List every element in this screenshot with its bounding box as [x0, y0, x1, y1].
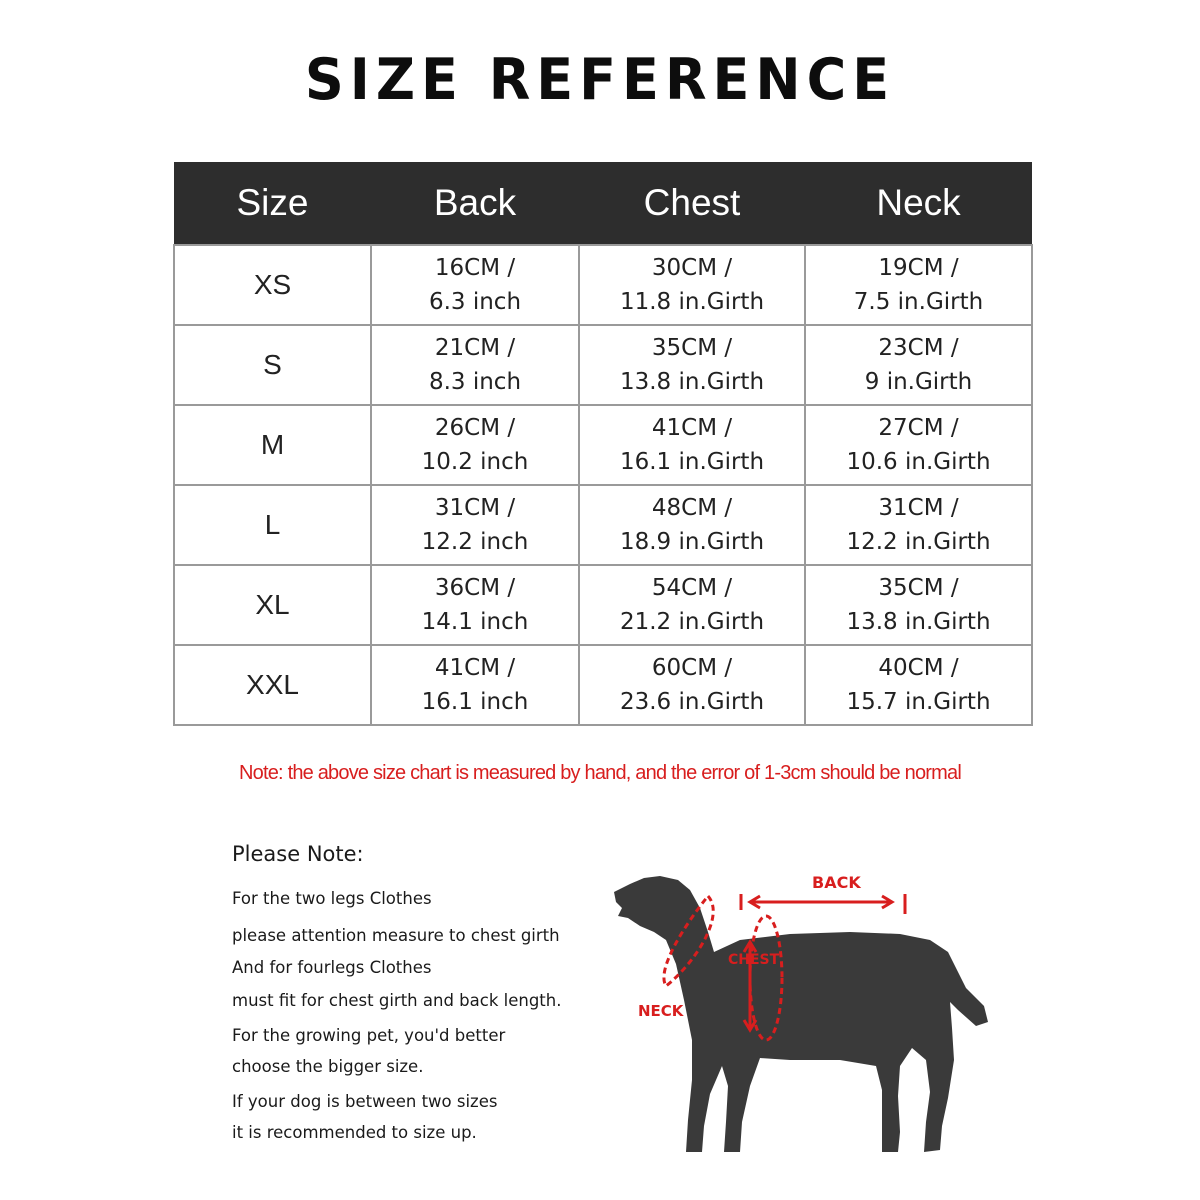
- back-value-line: 16.1 inch: [421, 689, 529, 715]
- neck-value-line: 23CM /: [878, 335, 959, 361]
- chest-value-line: 48CM /: [651, 495, 733, 521]
- table-header-row: [174, 162, 1032, 245]
- neck-cell: [805, 565, 1032, 645]
- note-line: And for fourlegs Clothes: [232, 958, 432, 977]
- neck-cell: [805, 405, 1032, 485]
- size-cell: XXL: [174, 645, 371, 725]
- back-cell: [371, 245, 579, 325]
- back-value-line: 31CM /: [434, 495, 516, 521]
- chest-label: CHEST: [728, 952, 780, 968]
- size-cell: S: [174, 325, 371, 405]
- size-cell: XS: [174, 245, 371, 325]
- header-neck: Neck: [805, 162, 1032, 245]
- size-cell: M: [174, 405, 371, 485]
- back-cell: [371, 485, 579, 565]
- back-value-line: 41CM /: [434, 655, 516, 681]
- back-cell: [371, 645, 579, 725]
- neck-value-line: 7.5 in.Girth: [853, 289, 984, 315]
- chest-value-line: 13.8 in.Girth: [619, 369, 765, 395]
- neck-value-line: 31CM /: [878, 495, 959, 521]
- neck-value-line: 12.2 in.Girth: [846, 529, 991, 555]
- header-chest: Chest: [579, 162, 805, 245]
- neck-value-line: 13.8 in.Girth: [846, 609, 991, 635]
- back-value-line: 26CM /: [434, 415, 516, 441]
- back-cell: [371, 325, 579, 405]
- note-line: If your dog is between two sizes: [232, 1092, 498, 1111]
- table-row: [174, 485, 1032, 565]
- size-table: [173, 162, 1033, 726]
- chest-cell: [579, 325, 805, 405]
- note-line: it is recommended to size up.: [232, 1123, 477, 1142]
- back-value-line: 21CM /: [434, 335, 516, 361]
- neck-cell: [805, 645, 1032, 725]
- table-body: [174, 245, 1032, 725]
- note-line: must fit for chest girth and back length.: [232, 991, 562, 1010]
- header-back: Back: [371, 162, 579, 245]
- chest-value-line: 11.8 in.Girth: [619, 289, 765, 315]
- neck-value-line: 35CM /: [878, 575, 959, 601]
- chest-value-line: 54CM /: [651, 575, 733, 601]
- back-value-line: 6.3 inch: [428, 289, 522, 315]
- neck-cell: [805, 245, 1032, 325]
- chest-cell: [579, 405, 805, 485]
- neck-value-line: 19CM /: [878, 255, 959, 281]
- chest-value-line: 41CM /: [651, 415, 733, 441]
- neck-value-line: 9 in.Girth: [864, 369, 973, 395]
- table-row: [174, 325, 1032, 405]
- neck-value-line: 10.6 in.Girth: [846, 449, 991, 475]
- back-value-line: 12.2 inch: [421, 529, 529, 555]
- table-row: [174, 565, 1032, 645]
- measurement-note: Note: the above size chart is measured by hand, and the error of 1-3cm should be normal: [239, 762, 961, 784]
- chest-value-line: 60CM /: [651, 655, 733, 681]
- neck-cell: [805, 325, 1032, 405]
- chest-cell: [579, 565, 805, 645]
- neck-cell: [805, 485, 1032, 565]
- back-value-line: 14.1 inch: [421, 609, 529, 635]
- neck-label: NECK: [638, 1002, 684, 1020]
- note-line: For the growing pet, you'd better: [232, 1026, 506, 1045]
- table-row: [174, 405, 1032, 485]
- table-row: [174, 245, 1032, 325]
- back-value-line: 36CM /: [434, 575, 516, 601]
- neck-value-line: 15.7 in.Girth: [846, 689, 991, 715]
- chest-cell: [579, 645, 805, 725]
- back-value-line: 8.3 inch: [428, 369, 522, 395]
- back-label: BACK: [812, 873, 861, 892]
- back-cell: [371, 405, 579, 485]
- size-cell: L: [174, 485, 371, 565]
- dog-measurement-diagram: [600, 860, 1000, 1170]
- chest-value-line: 30CM /: [651, 255, 733, 281]
- size-cell: XL: [174, 565, 371, 645]
- chest-cell: [579, 485, 805, 565]
- chest-value-line: 23.6 in.Girth: [619, 689, 765, 715]
- chest-value-line: 16.1 in.Girth: [619, 449, 765, 475]
- chest-value-line: 21.2 in.Girth: [619, 609, 765, 635]
- back-cell: [371, 565, 579, 645]
- page-title: SIZE REFERENCE: [304, 46, 896, 113]
- back-value-line: 16CM /: [434, 255, 516, 281]
- back-value-line: 10.2 inch: [421, 449, 529, 475]
- chest-value-line: 18.9 in.Girth: [619, 529, 765, 555]
- header-size: Size: [174, 162, 371, 245]
- note-line: For the two legs Clothes: [232, 889, 432, 908]
- table-row: [174, 645, 1032, 725]
- note-line: choose the bigger size.: [232, 1057, 424, 1076]
- chest-cell: [579, 245, 805, 325]
- neck-value-line: 40CM /: [878, 655, 959, 681]
- note-line: please attention measure to chest girth: [232, 926, 560, 945]
- chest-value-line: 35CM /: [651, 335, 733, 361]
- please-note-heading: Please Note:: [232, 842, 364, 866]
- neck-value-line: 27CM /: [878, 415, 959, 441]
